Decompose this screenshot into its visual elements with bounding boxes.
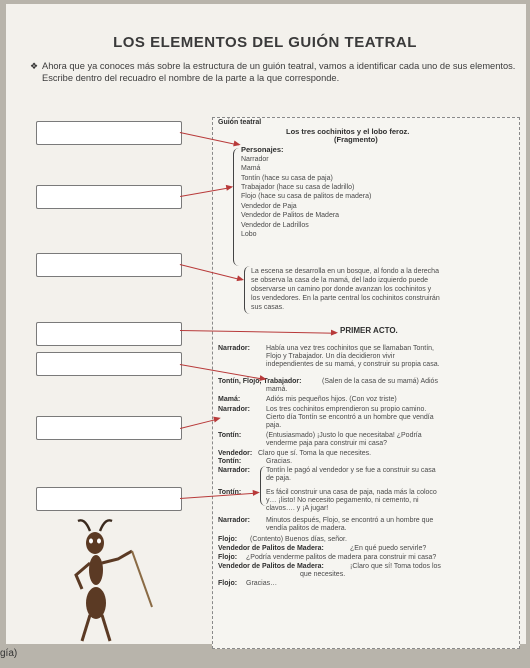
dialogue-line: mamá. (266, 386, 288, 393)
dialogue-line: paja. (266, 422, 282, 429)
work-title: Los tres cochinitos y el lobo feroz. (286, 127, 410, 136)
characters-heading: Personajes: (241, 145, 284, 154)
speaker-label: Narrador: (218, 406, 250, 413)
page-title: LOS ELEMENTOS DEL GUIÓN TEATRAL (113, 34, 417, 51)
characters-brace (233, 148, 240, 266)
speaker-label: Tontín: (218, 458, 242, 465)
speaker-label: Tontín, Flojo, Trabajador: (218, 378, 302, 385)
ant-illustration (60, 515, 170, 645)
dialogue-line: Había una vez tres cochinitos que se llamaban Tontín, (266, 345, 434, 352)
answer-box-7[interactable] (36, 487, 182, 511)
dialogue-line: Es fácil construir una casa de paja, nada más la coloco (266, 489, 437, 496)
speaker-label: Flojo: (218, 554, 238, 561)
dialogue-line: Adiós mis pequeños hijos. (Con voz triste) (266, 396, 397, 403)
dialogue-line: (Contento) Buenos días, señor. (250, 536, 347, 543)
dialogue-line: Claro que sí. Toma la que necesites. (258, 450, 372, 457)
answer-box-3[interactable] (36, 253, 182, 277)
scenery-brace (244, 266, 251, 314)
speaker-label: Mamá: (218, 396, 241, 403)
speaker-label: Vendedor de Palitos de Madera: (218, 545, 324, 552)
dialogue-line: de paja. (266, 475, 291, 482)
instructions-text: Ahora que ya conoces más sobre la estructura de un guión teatral, vamos a identificar cada uno de sus elementos. Escribe dentro del recuadro el nombre de la parte a la que corresponde. (42, 61, 516, 83)
dialogue-line: Gracias… (246, 580, 278, 587)
speaker-label: Vendedor de Palitos de Madera: (218, 563, 324, 570)
footer-fragment: gía) (0, 648, 18, 659)
dialogue-line: que necesites. (300, 571, 346, 578)
dialogue-line: Cierto día Tontín se encontró a un hombre que vendía (266, 414, 434, 421)
scenery-line: los vendedores. En la parte central los cochinitos construirán (251, 295, 440, 302)
dialogue-line: ¿En qué puedo servirle? (350, 545, 427, 552)
dialogue-line: ¡Claro que sí! Toma todos los (350, 563, 441, 570)
dialogue-line: ¿Podría venderme palitos de madera para construir mi casa? (246, 554, 437, 561)
dialogue-line: y… ¡listo! No necesito pegamento, ni cemento, ni (266, 497, 419, 504)
scenery-line: observarse un camino por donde avanzan los cochinitos y (251, 286, 432, 293)
scenery-line: se observa la casa de la mamá, del lado izquierdo puede (251, 277, 429, 284)
dialogue-line: (Entusiasmado) ¡Justo lo que necesitaba! ¿Podría (266, 432, 422, 439)
dialogue-line: Tontín le pagó al vendedor y se fue a construir su casa (266, 467, 436, 474)
dialogue-line: Flojo y Trabajador. Un día decidieron vivir (266, 353, 395, 360)
instructions (30, 60, 518, 84)
speaker-label: Narrador: (218, 345, 250, 352)
answer-box-2[interactable] (36, 185, 182, 209)
dialogue-line: clavos…. y ¡A jugar! (266, 505, 329, 512)
dialogue-line: independientes de su mamá, y construir su propia casa. (266, 361, 440, 368)
answer-box-4[interactable] (36, 322, 182, 346)
character-item: Flojo (hace su casa de palitos de madera) (241, 193, 372, 200)
speaker-label: Narrador: (218, 467, 250, 474)
answer-box-1[interactable] (36, 121, 182, 145)
diamond-bullet-icon: ❖ (30, 61, 39, 71)
character-item: Vendedor de Ladrillos (241, 222, 309, 229)
speaker-label: Narrador: (218, 517, 250, 524)
act-heading: PRIMER ACTO. (340, 326, 398, 335)
fragment-label: (Fragmento) (334, 135, 378, 144)
dialogue-line: Los tres cochinitos emprendieron su propio camino. (266, 406, 427, 413)
answer-box-5[interactable] (36, 352, 182, 376)
speaker-label: Vendedor: (218, 450, 253, 457)
character-item: Trabajador (hace su casa de ladrillo) (241, 184, 355, 191)
dialogue-line: vendía palitos de madera. (266, 525, 347, 532)
character-item: Narrador (241, 156, 269, 163)
dialogue-line: (Salen de la casa de su mamá) Adiós (322, 378, 438, 385)
character-item: Lobo (241, 231, 257, 238)
character-item: Vendedor de Palitos de Madera (241, 212, 340, 219)
speaker-label: Tontín: (218, 489, 242, 496)
answer-box-6[interactable] (36, 416, 182, 440)
speaker-label: Flojo: (218, 536, 238, 543)
speaker-label: Tontín: (218, 432, 242, 439)
scenery-line: La escena se desarrolla en un bosque, al fondo a la derecha (251, 268, 439, 275)
dialogue-line: Minutos después, Flojo, se encontró a un hombre que (266, 517, 434, 524)
scenery-line: sus casas. (251, 304, 285, 311)
character-item: Mamá (241, 165, 261, 172)
dialogue-line: Gracias. (266, 458, 293, 465)
script-label: Guión teatral (218, 119, 262, 126)
speaker-label: Flojo: (218, 580, 238, 587)
character-item: Vendedor de Paja (241, 203, 297, 210)
character-item: Tontín (hace su casa de paja) (241, 175, 333, 182)
dialogue-line: venderme paja para construir mi casa? (266, 440, 388, 447)
